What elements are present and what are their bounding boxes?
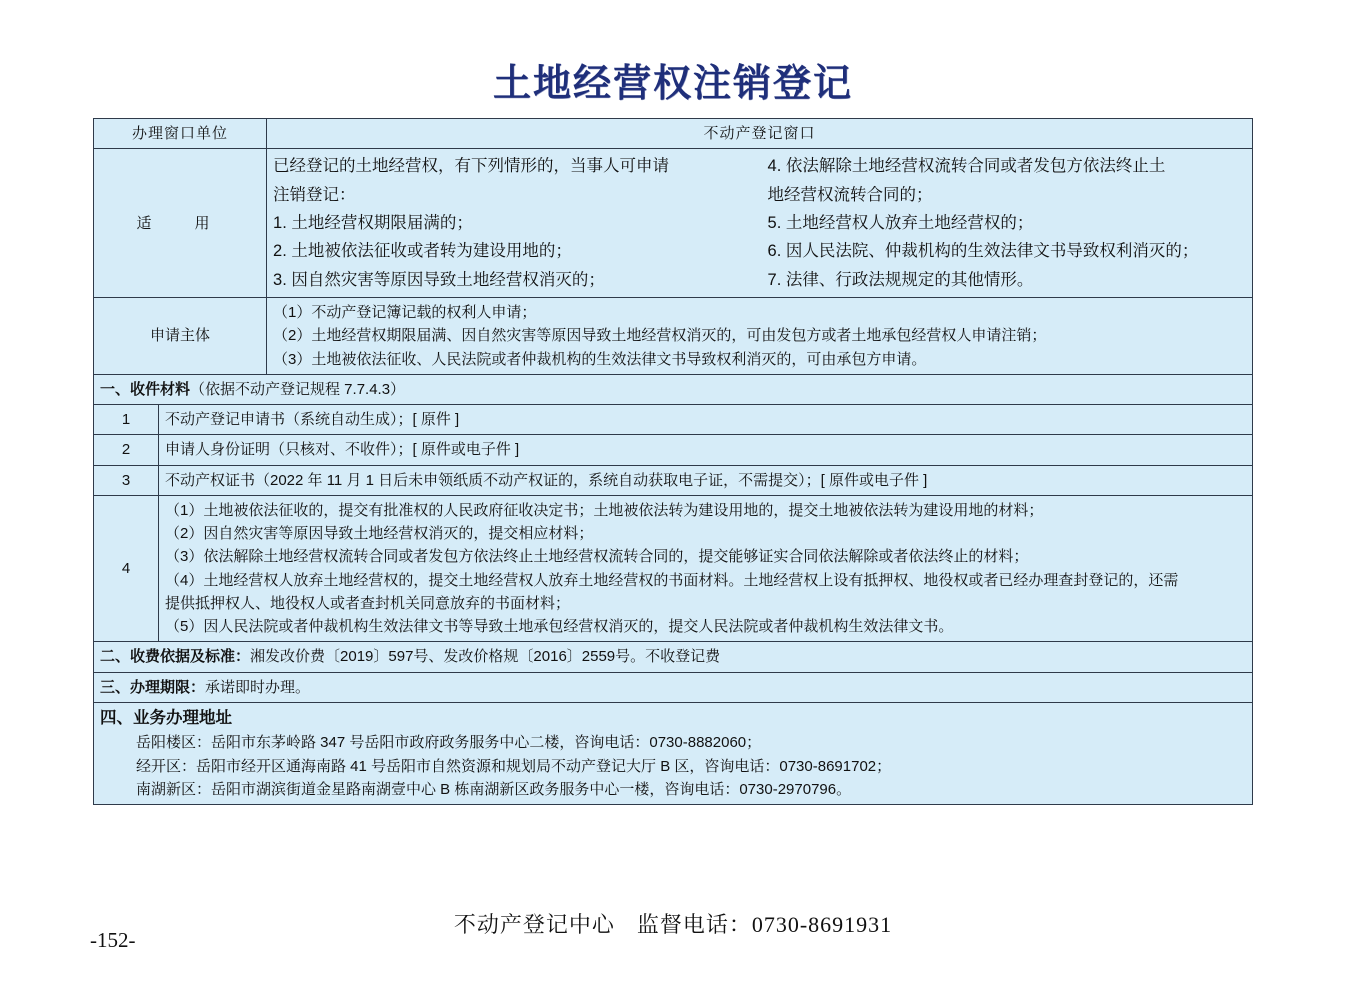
table-row-fees — [94, 642, 1253, 672]
applicability-right-line: 5. 土地经营权人放弃土地经营权的； — [767, 214, 1034, 232]
materials-section-title: 一、收件材料 — [100, 380, 191, 398]
applicant-line: （1）不动产登记簿记载的权利人申请； — [273, 304, 537, 322]
table-row-materials-heading — [94, 374, 1253, 404]
deadline-section — [94, 672, 1253, 702]
table-row-applicant — [94, 298, 1253, 375]
materials-section-heading — [94, 374, 1253, 404]
applicant-line: （2）土地经营权期限届满、因自然灾害等原因导致土地经营权消灭的，可由发包方或者土地承包经营权人申请注销； — [273, 327, 1047, 345]
window-unit-value: 不动产登记窗口 — [267, 119, 1253, 149]
table-row-window-unit — [94, 119, 1253, 149]
window-unit-label: 办理窗口单位 — [94, 119, 267, 149]
table-row — [94, 465, 1253, 495]
applicability-left-line: 1. 土地经营权期限届满的； — [273, 214, 473, 232]
table-row-applicability — [94, 149, 1253, 298]
applicant-content — [267, 298, 1253, 375]
applicability-content — [267, 149, 1253, 298]
table-row-address — [94, 702, 1253, 804]
applicability-left-line: 已经登记的土地经营权，有下列情形的，当事人可申请 — [273, 157, 670, 176]
table-row — [94, 405, 1253, 435]
applicability-left-line: 2. 土地被依法征收或者转为建设用地的； — [273, 242, 572, 261]
applicability-right-column — [768, 152, 1247, 294]
material-sub-line: （3）依法解除土地经营权流转合同或者发包方依法终止土地经营权流转合同的，提交能够证实合同依法解除或者依法终止的材料； — [165, 548, 1029, 566]
material-number: 1 — [94, 405, 159, 435]
material-text: 不动产登记申请书（系统自动生成）；[ 原件 ] — [159, 405, 1253, 435]
table-row-deadline — [94, 672, 1253, 702]
material-sub-line: 提供抵押权人、地役权人或者查封机关同意放弃的书面材料； — [165, 594, 571, 612]
footer-org: 不动产登记中心 — [453, 912, 615, 937]
address-section — [94, 702, 1253, 804]
material-text: 申请人身份证明（只核对、不收件）；[ 原件或电子件 ] — [159, 435, 1253, 465]
material-sub-line: （2）因自然灾害等原因导致土地经营权消灭的，提交相应材料； — [165, 525, 594, 543]
material-sub-line: （5）因人民法院或者仲裁机构生效法律文书等导致土地承包经营权消灭的，提交人民法院或者仲裁机构生效法律文书。 — [165, 618, 954, 636]
page-number: -152- — [90, 928, 136, 952]
footer-note — [0, 908, 1346, 939]
deadline-text: 承诺即时办理。 — [205, 678, 311, 696]
table-row — [94, 435, 1253, 465]
material-sub-line: （4）土地经营权人放弃土地经营权的，提交土地经营权人放弃土地经营权的书面材料。土地经营权上设有抵押权、地役权或者已经办理查封登记的，还需 — [165, 571, 1179, 589]
address-title: 四、业务办理地址 — [100, 708, 232, 727]
material-text: 不动产权证书（2022 年 11 月 1 日后未申领纸质不动产权证的，系统自动获取电子证，不需提交）；[ 原件或电子件 ] — [159, 465, 1253, 495]
material-number: 4 — [94, 495, 159, 642]
applicant-line: （3）土地被依法征收、人民法院或者仲裁机构的生效法律文书导致权利消灭的，可由承包方申请。 — [273, 350, 927, 368]
applicability-left-line: 3. 因自然灾害等原因导致土地经营权消灭的； — [273, 270, 605, 289]
applicability-right-line: 地经营权流转合同的； — [767, 185, 933, 204]
material-text-block — [159, 495, 1253, 642]
applicability-label: 适 用 — [94, 149, 267, 298]
applicability-left-line: 注销登记： — [273, 185, 356, 204]
materials-section-suffix: （依据不动产登记规程 7.7.4.3） — [190, 380, 406, 398]
address-line: 南湖新区：岳阳市湖滨街道金星路南湖壹中心 B 栋南湖新区政务服务中心一楼，咨询电话：0730-2970796。 — [136, 780, 852, 798]
applicability-right-line: 7. 法律、行政法规规定的其他情形。 — [767, 270, 1034, 289]
applicant-label: 申请主体 — [94, 298, 267, 375]
service-guide-table — [93, 118, 1253, 805]
fees-title: 二、收费依据及标准： — [100, 648, 251, 666]
fees-section — [94, 642, 1253, 672]
material-sub-line: （1）土地被依法征收的，提交有批准权的人民政府征收决定书；土地被依法转为建设用地的，提交土地被依法转为建设用地的材料； — [165, 501, 1044, 519]
applicability-right-line: 6. 因人民法院、仲裁机构的生效法律文书导致权利消灭的； — [767, 242, 1199, 261]
address-line: 岳阳楼区：岳阳市东茅岭路 347 号岳阳市政府政务服务中心二楼，咨询电话：0730-8882060； — [136, 734, 762, 752]
footer-supervision-phone: 监督电话：0730-8691931 — [636, 912, 893, 937]
applicability-right-line: 4. 依法解除土地经营权流转合同或者发包方依法终止土 — [767, 157, 1166, 176]
page-title: 土地经营权注销登记 — [492, 63, 853, 105]
deadline-title: 三、办理期限： — [100, 678, 206, 696]
fees-text: 湘发改价费〔2019〕597号、发改价格规〔2016〕2559号。不收登记费 — [250, 648, 721, 666]
table-row — [94, 495, 1253, 642]
material-number: 2 — [94, 435, 159, 465]
applicability-left-column — [273, 152, 752, 294]
address-line: 经开区：岳阳市经开区通海南路 41 号岳阳市自然资源和规划局不动产登记大厅 B 区，咨询电话：0730-8691702； — [136, 757, 892, 775]
material-number: 3 — [94, 465, 159, 495]
